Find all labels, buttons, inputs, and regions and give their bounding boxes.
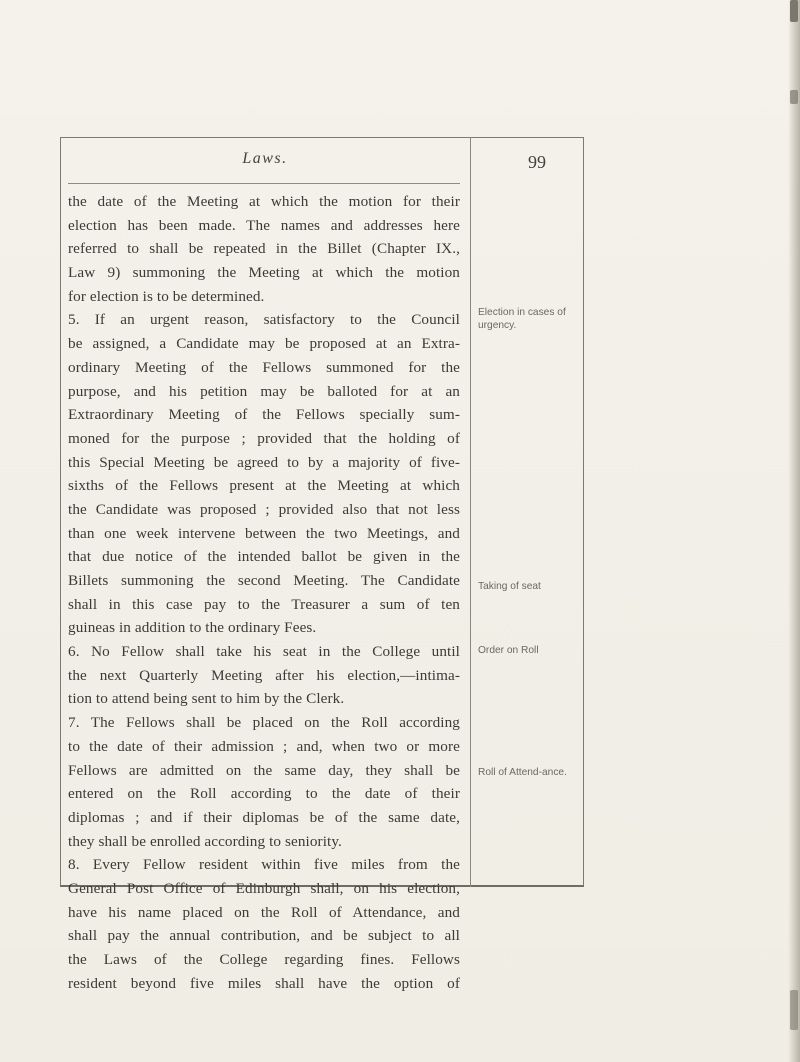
text-line: ordinary Meeting of the Fellows summoned for the xyxy=(68,358,460,376)
text-line: entered on the Roll according to the date of their xyxy=(68,785,460,803)
running-head: Laws. xyxy=(242,150,288,167)
text-line: this Special Meeting be agreed to by a majority of five- xyxy=(68,453,460,471)
text-line: Billets summoning the second Meeting. The Candidate xyxy=(68,572,460,589)
text-line: moned for the purpose ; provided that the holding of xyxy=(68,429,460,447)
text-line: Extraordinary Meeting of the Fellows specially sum- xyxy=(68,406,460,424)
text-line: election has been made. The names and addresses here xyxy=(68,216,460,234)
text-line: 8. Every Fellow resident within five miles from the xyxy=(68,856,460,874)
text-line: sixths of the Fellows present at the Meeting at which xyxy=(68,477,460,495)
text-line: for election is to be determined. xyxy=(68,287,265,305)
text-line: 5. If an urgent reason, satisfactory to the Council xyxy=(68,311,460,329)
body-text xyxy=(68,190,460,995)
page-edge-shadow xyxy=(788,0,800,1062)
text-line: resident beyond five miles shall have the option of xyxy=(68,974,460,992)
text-line: the Laws of the College regarding fines. Fellows xyxy=(68,951,460,968)
text-line: 7. The Fellows shall be placed on the Roll according xyxy=(68,714,460,732)
text-line: the next Quarterly Meeting after his election,—intima- xyxy=(68,666,460,684)
text-line: 6. No Fellow shall take his seat in the College until xyxy=(68,643,460,661)
text-line: shall in this case pay to the Treasurer a sum of ten xyxy=(68,595,460,613)
text-line: referred to shall be repeated in the Billet (Chapter IX., xyxy=(68,240,460,258)
margin-note-order-roll: Order on Roll xyxy=(478,645,539,656)
text-line: Law 9) summoning the Meeting at which the motion xyxy=(68,264,460,282)
text-line: to the date of their admission ; and, when two or more xyxy=(68,737,460,755)
text-line: tion to attend being sent to him by the Clerk. xyxy=(68,690,345,708)
margin-note-taking-seat: Taking of seat xyxy=(478,581,541,592)
text-line: General Post Office of Edinburgh shall, on his election, xyxy=(68,879,460,897)
text-line: that due notice of the intended ballot be given in the xyxy=(68,548,460,566)
edge-stain xyxy=(790,990,798,1030)
text-line: Fellows are admitted on the same day, they shall be xyxy=(68,761,460,779)
text-line: they shall be enrolled according to seniority. xyxy=(68,832,342,850)
text-line: the date of the Meeting at which the motion for their xyxy=(68,193,460,210)
edge-stain xyxy=(790,0,798,22)
text-line: have his name placed on the Roll of Attendance, and xyxy=(68,903,460,921)
text-line: diplomas ; and if their diplomas be of the same date, xyxy=(68,808,460,826)
text-line: the Candidate was proposed ; provided also that not less xyxy=(68,500,460,518)
header-rule xyxy=(68,183,460,184)
text-line: purpose, and his petition may be balloted for at an xyxy=(68,382,460,400)
margin-note-roll-attendance: Roll of Attend-ance. xyxy=(478,767,567,778)
margin-note-election-urgency: Election in cases of urgency. xyxy=(478,307,566,331)
margin-column-divider xyxy=(470,137,471,887)
text-line: than one week intervene between the two Meetings, and xyxy=(68,524,460,542)
text-line: shall pay the annual contribution, and be subject to all xyxy=(68,927,460,945)
edge-stain xyxy=(790,90,798,104)
page-number: 99 xyxy=(528,152,546,172)
text-line: guineas in addition to the ordinary Fees. xyxy=(68,619,317,637)
text-line: be assigned, a Candidate may be proposed at an Extra- xyxy=(68,335,460,353)
